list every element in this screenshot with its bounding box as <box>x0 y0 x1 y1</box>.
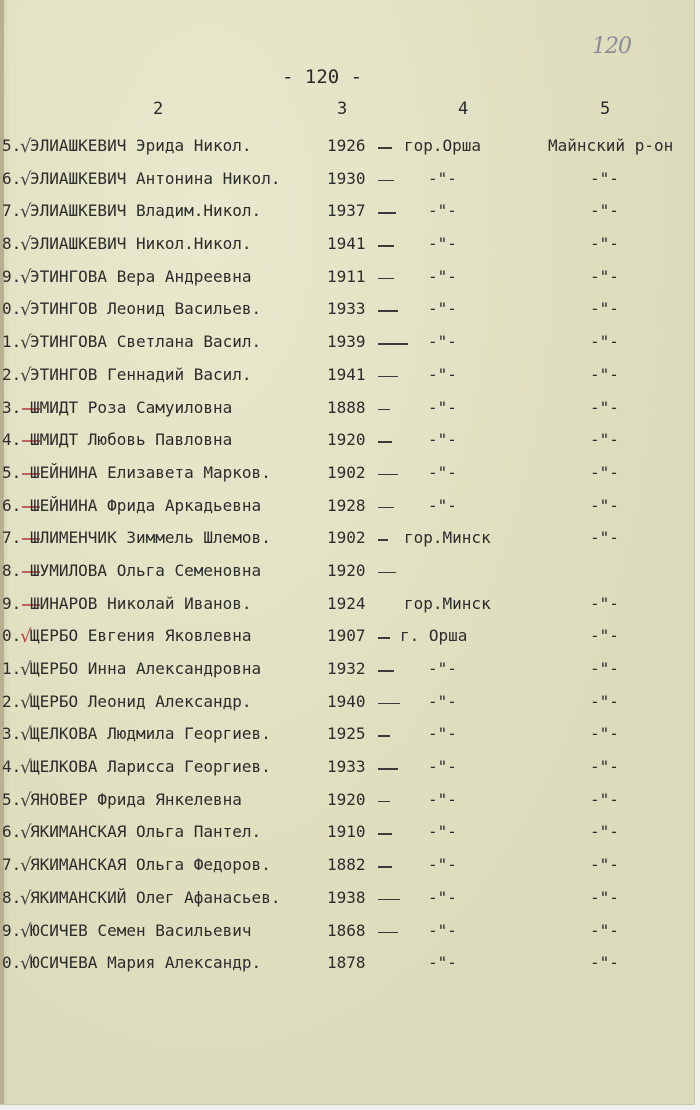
check-mark-icon: √ <box>20 822 32 844</box>
birth-year: 1878 <box>327 953 366 973</box>
birth-year: 1937 <box>327 201 366 221</box>
row-number: 8. <box>2 887 22 907</box>
pencil-dash <box>378 932 398 934</box>
person-name: ШЕЙНИНА Фрида Аркадьевна <box>30 495 262 515</box>
pencil-dash <box>378 703 400 705</box>
check-mark-icon: √ <box>20 855 32 877</box>
place-cell: -"- <box>428 757 457 777</box>
pencil-dash <box>378 801 390 803</box>
place-cell: -"- <box>428 462 457 482</box>
birth-year: 1938 <box>327 887 366 907</box>
person-name: ШМИДТ Любовь Павловна <box>30 430 233 450</box>
table-row <box>0 653 694 686</box>
row-number: 9. <box>2 266 22 286</box>
check-mark-icon: √ <box>20 299 32 321</box>
check-mark-icon: √ <box>20 757 32 779</box>
district-cell: -"- <box>590 528 619 548</box>
table-row <box>0 424 694 457</box>
table-row <box>0 293 694 326</box>
check-mark-icon: √ <box>20 626 32 648</box>
row-number: 6. <box>2 822 22 842</box>
table-row <box>0 882 694 915</box>
person-name: ЭЛИАШКЕВИЧ Владим.Никол. <box>30 201 262 221</box>
place-cell: -"- <box>428 691 457 711</box>
person-name: ЭТИНГОВ Леонид Васильев. <box>30 299 262 319</box>
birth-year: 1907 <box>327 626 366 646</box>
table-row <box>0 195 694 228</box>
birth-year: 1939 <box>327 332 366 352</box>
district-cell: -"- <box>590 168 619 188</box>
row-number: 0. <box>2 626 22 646</box>
birth-year: 1920 <box>327 789 366 809</box>
district-cell: -"- <box>590 234 619 254</box>
check-mark-icon: √ <box>20 691 32 713</box>
person-name: ЩЕРБО Леонид Александр. <box>30 691 252 711</box>
check-mark-icon: √ <box>20 136 32 157</box>
person-name: ЭЛИАШКЕВИЧ Антонина Никол. <box>30 168 281 188</box>
pencil-dash <box>378 376 398 378</box>
register-table <box>0 130 694 980</box>
district-cell: -"- <box>590 789 619 809</box>
birth-year: 1926 <box>327 136 366 155</box>
table-row <box>0 816 694 849</box>
pencil-dash <box>378 212 396 214</box>
place-cell: -"- <box>428 397 457 417</box>
table-row <box>0 130 694 163</box>
district-cell: -"- <box>590 364 619 384</box>
place-cell: -"- <box>428 201 457 221</box>
row-number: 2. <box>2 691 22 711</box>
row-number: 1. <box>2 332 22 352</box>
place-cell: -"- <box>428 266 457 286</box>
page-number: - 120 - <box>282 66 363 88</box>
birth-year: 1910 <box>327 822 366 842</box>
pencil-dash <box>378 147 392 149</box>
birth-year: 1911 <box>327 266 366 286</box>
district-cell: -"- <box>590 659 619 678</box>
table-row <box>0 522 694 555</box>
place-cell: -"- <box>428 364 457 384</box>
row-number: 2. <box>2 364 22 384</box>
birth-year: 1902 <box>327 528 366 548</box>
pencil-dash <box>378 441 392 443</box>
birth-year: 1930 <box>327 168 366 188</box>
person-name: ЩЕРБО Евгения Яковлевна <box>30 626 252 646</box>
table-row <box>0 490 694 523</box>
person-name: ШУМИЛОВА Ольга Семеновна <box>30 560 262 580</box>
column-header-5: 5 <box>600 99 611 119</box>
row-number: 5. <box>2 789 22 809</box>
pencil-dash <box>378 474 398 476</box>
person-name: ЭТИНГОВА Светлана Васил. <box>30 332 262 352</box>
pencil-dash <box>378 866 392 868</box>
place-cell: гор.Минск <box>404 593 491 613</box>
row-number: 3. <box>2 724 22 744</box>
birth-year: 1882 <box>327 855 366 875</box>
row-number: 9. <box>2 920 22 940</box>
birth-year: 1902 <box>327 462 366 482</box>
person-name: ШМИДТ Роза Самуиловна <box>30 397 233 417</box>
row-number: 6. <box>2 168 22 188</box>
table-row <box>0 588 694 621</box>
check-mark-icon: √ <box>20 953 32 975</box>
check-mark-icon: √ <box>20 168 32 190</box>
pencil-dash <box>378 180 394 182</box>
table-row <box>0 620 694 653</box>
pencil-dash <box>378 310 398 312</box>
place-cell: -"- <box>428 822 457 842</box>
place-cell: -"- <box>428 887 457 907</box>
place-cell: -"- <box>428 168 457 188</box>
row-number: 5. <box>2 462 22 482</box>
pencil-dash <box>378 768 398 770</box>
table-row <box>0 326 694 359</box>
birth-year: 1868 <box>327 920 366 940</box>
district-cell: -"- <box>590 397 619 417</box>
district-cell: -"- <box>590 887 619 907</box>
check-mark-icon: √ <box>20 364 32 386</box>
table-row <box>0 555 694 588</box>
district-cell: -"- <box>590 430 619 450</box>
district-cell: -"- <box>590 299 619 319</box>
row-number: 7. <box>2 528 22 548</box>
row-number: 6. <box>2 495 22 515</box>
district-cell: -"- <box>590 920 619 940</box>
birth-year: 1940 <box>327 691 366 711</box>
district-cell: -"- <box>590 593 619 613</box>
person-name: ЯКИМАНСКАЯ Ольга Пантел. <box>30 822 262 842</box>
birth-year: 1928 <box>327 495 366 515</box>
birth-year: 1920 <box>327 430 366 450</box>
person-name: ЮСИЧЕВ Семен Васильевич <box>30 920 252 940</box>
table-row <box>0 751 694 784</box>
check-mark-icon: √ <box>20 887 32 909</box>
pencil-dash <box>378 507 394 509</box>
district-cell: -"- <box>590 266 619 286</box>
birth-year: 1925 <box>327 724 366 744</box>
place-cell: -"- <box>428 789 457 809</box>
place-cell: гор.Минск <box>404 528 491 548</box>
pencil-dash <box>378 278 394 280</box>
district-cell: -"- <box>590 495 619 515</box>
person-name: ЭТИНГОВА Вера Андреевна <box>30 266 252 286</box>
person-name: ЯНОВЕР Фрида Янкелевна <box>30 789 242 809</box>
person-name: ШЛИМЕНЧИК Зиммель Шлемов. <box>30 528 271 548</box>
district-cell: -"- <box>590 462 619 482</box>
check-mark-icon: √ <box>20 201 32 223</box>
district-cell: -"- <box>590 332 619 352</box>
column-header-3: 3 <box>337 99 348 119</box>
pencil-dash <box>378 637 390 639</box>
birth-year: 1941 <box>327 364 366 384</box>
row-number: 4. <box>2 430 22 450</box>
place-cell: -"- <box>428 855 457 875</box>
row-number: 9. <box>2 593 22 613</box>
place-cell: гор.Орша <box>404 136 482 155</box>
pencil-dash <box>378 670 394 672</box>
column-header-2: 2 <box>153 99 164 119</box>
check-mark-icon: √ <box>20 724 32 746</box>
table-row <box>0 457 694 490</box>
table-row <box>0 784 694 817</box>
person-name: ЭТИНГОВ Геннадий Васил. <box>30 364 252 384</box>
table-row <box>0 392 694 425</box>
birth-year: 1941 <box>327 234 366 254</box>
archive-page-number: 120 <box>592 34 631 59</box>
person-name: ЩЕЛКОВА Ларисса Георгиев. <box>30 757 271 777</box>
pencil-dash <box>378 245 394 247</box>
table-row <box>0 359 694 392</box>
person-name: ЮСИЧЕВА Мария Александр. <box>30 953 262 973</box>
district-cell: -"- <box>590 201 619 221</box>
pencil-dash <box>378 539 388 541</box>
table-row <box>0 718 694 751</box>
place-cell: г. Орша <box>400 626 468 646</box>
row-number: 8. <box>2 234 22 254</box>
table-row <box>0 261 694 294</box>
birth-year: 1924 <box>327 593 366 613</box>
place-cell: -"- <box>428 953 457 973</box>
person-name: ЩЕРБО Инна Александровна <box>30 659 262 678</box>
district-cell: Майнский р-он <box>548 136 674 155</box>
table-row <box>0 947 694 980</box>
pencil-dash <box>378 572 396 574</box>
row-number: 0. <box>2 299 22 319</box>
row-number: 5. <box>2 136 22 155</box>
place-cell: -"- <box>428 332 457 352</box>
person-name: ЭЛИАШКЕВИЧ Эрида Никол. <box>30 136 252 155</box>
district-cell: -"- <box>590 626 619 646</box>
check-mark-icon: √ <box>20 920 32 942</box>
row-number: 1. <box>2 659 22 678</box>
check-mark-icon: √ <box>20 266 32 288</box>
birth-year: 1932 <box>327 659 366 678</box>
row-number: 4. <box>2 757 22 777</box>
check-mark-icon: √ <box>20 659 32 680</box>
birth-year: 1888 <box>327 397 366 417</box>
check-mark-icon: √ <box>20 332 32 354</box>
pencil-dash <box>378 833 392 835</box>
pencil-dash <box>378 899 400 901</box>
place-cell: -"- <box>428 724 457 744</box>
row-number: 7. <box>2 201 22 221</box>
table-row <box>0 686 694 719</box>
district-cell: -"- <box>590 855 619 875</box>
person-name: ЯКИМАНСКАЯ Ольга Федоров. <box>30 855 271 875</box>
place-cell: -"- <box>428 920 457 940</box>
birth-year: 1933 <box>327 299 366 319</box>
district-cell: -"- <box>590 691 619 711</box>
birth-year: 1920 <box>327 560 366 580</box>
person-name: ЩЕЛКОВА Людмила Георгиев. <box>30 724 271 744</box>
district-cell: -"- <box>590 822 619 842</box>
district-cell: -"- <box>590 953 619 973</box>
person-name: ШИНАРОВ Николай Иванов. <box>30 593 252 613</box>
row-number: 0. <box>2 953 22 973</box>
district-cell: -"- <box>590 724 619 744</box>
column-header-4: 4 <box>458 99 469 119</box>
pencil-dash <box>378 735 390 737</box>
person-name: ШЕЙНИНА Елизавета Марков. <box>30 462 271 482</box>
place-cell: -"- <box>428 299 457 319</box>
district-cell: -"- <box>590 757 619 777</box>
place-cell: -"- <box>428 430 457 450</box>
row-number: 3. <box>2 397 22 417</box>
row-number: 8. <box>2 560 22 580</box>
place-cell: -"- <box>428 495 457 515</box>
pencil-dash <box>378 409 390 411</box>
check-mark-icon: √ <box>20 234 32 256</box>
row-number: 7. <box>2 855 22 875</box>
pencil-dash <box>378 343 408 345</box>
table-row <box>0 849 694 882</box>
table-row <box>0 915 694 948</box>
birth-year: 1933 <box>327 757 366 777</box>
place-cell: -"- <box>428 234 457 254</box>
check-mark-icon: √ <box>20 789 32 811</box>
table-row <box>0 228 694 261</box>
person-name: ЭЛИАШКЕВИЧ Никол.Никол. <box>30 234 252 254</box>
person-name: ЯКИМАНСКИЙ Олег Афанасьев. <box>30 887 281 907</box>
place-cell: -"- <box>428 659 457 678</box>
table-row <box>0 163 694 196</box>
